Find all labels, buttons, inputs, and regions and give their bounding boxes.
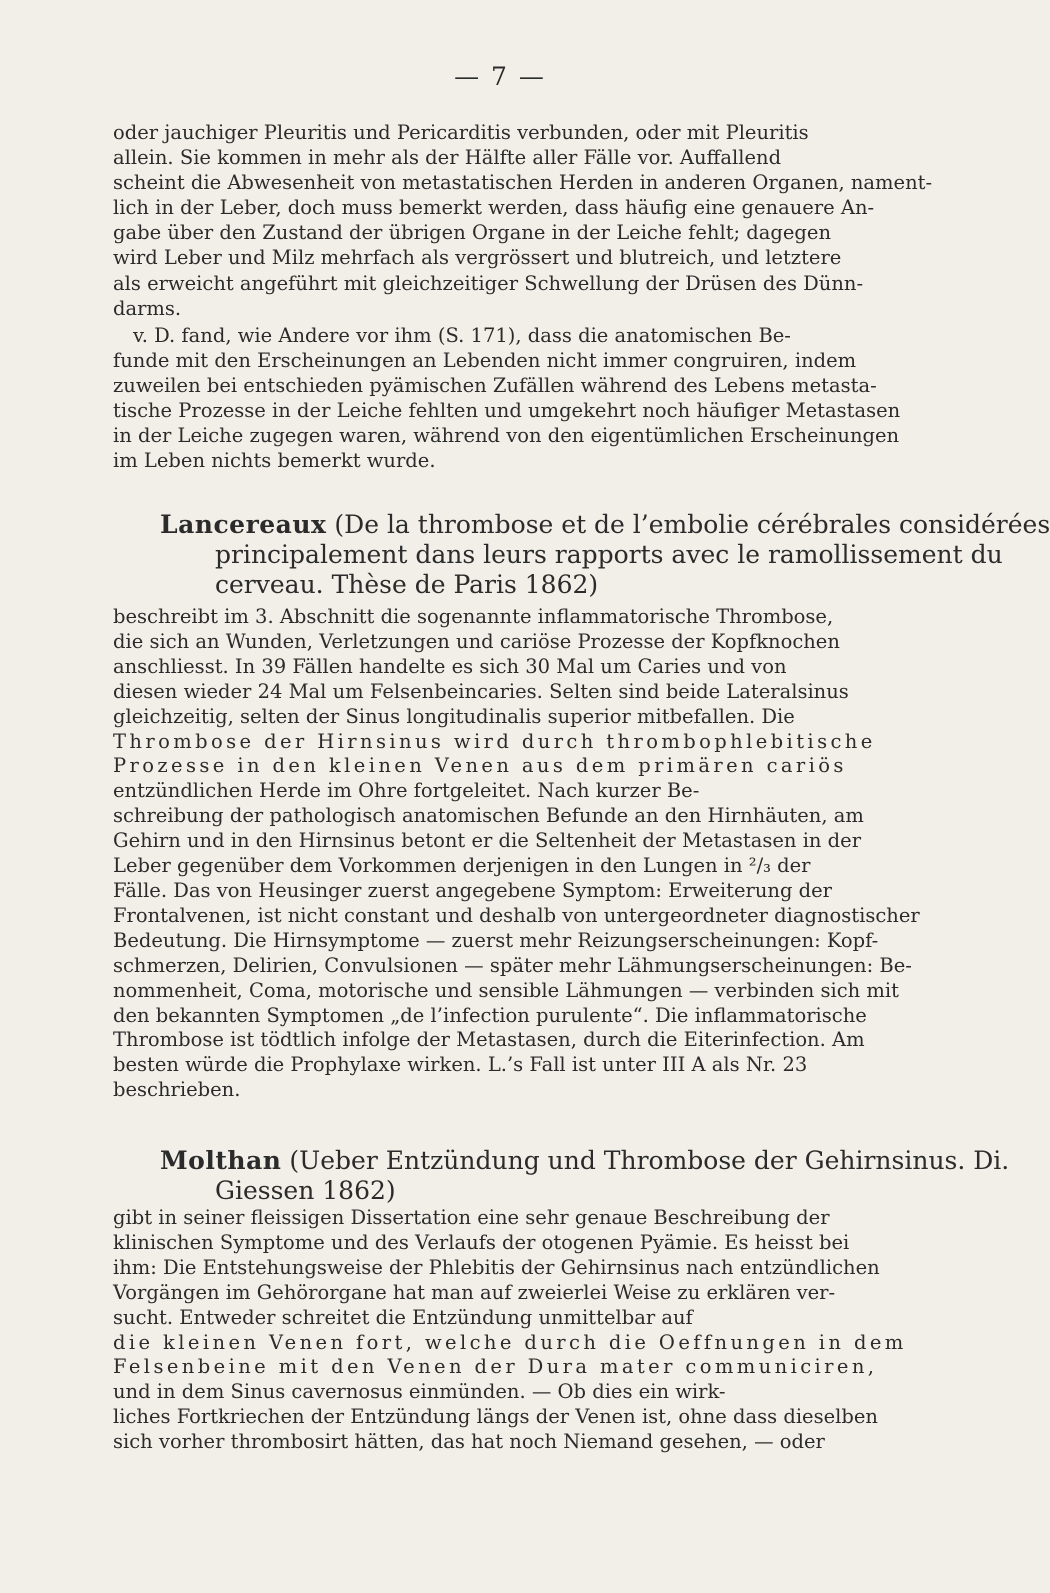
text-line: v. D. fand, wie Andere vor ihm (S. 171), dass die anatomischen Be- [133,324,791,347]
section-heading-molthan [160,1146,1010,1206]
text-line-spaced: Prozesse in den kleinen Venen aus dem primären cariös [113,754,847,778]
text-line-spaced: Thrombose der Hirnsinus wird durch thrombophlebitische [113,729,876,753]
text-line: zuweilen bei entschieden pyämischen Zufällen während des Lebens metasta- [113,374,877,398]
text-line: sucht. Entweder schreitet die Entzündung unmittelbar auf [113,1305,693,1329]
paragraph-2 [113,323,913,474]
paragraph-4 [113,1206,913,1455]
section-heading-lancereaux [160,510,1050,600]
text-line: sich vorher thrombosirt hätten, das hat noch Niemand gesehen, — oder [113,1430,825,1454]
text-line: tische Prozesse in der Leiche fehlten und umgekehrt noch häufiger Metastasen [113,399,901,423]
text-line: schreibung der pathologisch anatomischen Befunde an den Hirnhäuten, am [113,804,864,828]
text-line: entzündlichen Herde im Ohre fortgeleitet. Nach kurzer Be- [113,779,700,803]
text-line: wird Leber und Milz mehrfach als vergrössert und blutreich, und letztere [113,246,842,270]
text-line: Vorgängen im Gehörorgane hat man auf zweierlei Weise zu erklären ver- [113,1280,836,1304]
text-line: im Leben nichts bemerkt wurde. [113,449,436,473]
text-line: gabe über den Zustand der übrigen Organe in der Leiche fehlt; dagegen [113,221,832,245]
text-line: Thrombose ist tödtlich infolge der Metastasen, durch die Eiterinfection. Am [113,1028,865,1052]
text-line: beschreibt im 3. Abschnitt die sogenannte inflammatorische Thrombose, [113,605,834,628]
text-line-spaced: die kleinen Venen fort, welche durch die Oeffnungen in dem [113,1330,907,1354]
text-line: Leber gegenüber dem Vorkommen derjenigen in den Lungen in ²/₃ der [113,854,811,878]
text-line: lich in der Leber, doch muss bemerkt werden, dass häufig eine genauere An- [113,196,875,220]
author-name: Molthan [160,1146,282,1175]
text-line: ihm: Die Entstehungsweise der Phlebitis der Gehirnsinus nach entzündlichen [113,1255,880,1279]
text-line: den bekannten Symptomen „de l’infection purulente“. Die inflammatorische [113,1003,867,1027]
text-line: schmerzen, Delirien, Convulsionen — später mehr Lähmungserscheinungen: Be- [113,953,912,977]
heading-text: principalement dans leurs rapports avec le ramollissement du [215,540,1003,569]
text-line-spaced: Felsenbeine mit den Venen der Dura mater communiciren, [113,1355,878,1379]
text-line: besten würde die Prophylaxe wirken. L.’s Fall ist unter III A als Nr. 23 [113,1053,808,1077]
text-line: klinischen Symptome und des Verlaufs der otogenen Pyämie. Es heisst bei [113,1230,850,1254]
text-line: Frontalvenen, ist nicht constant und deshalb von untergeordneter diagnostischer [113,903,920,927]
text-line: Gehirn und in den Hirnsinus betont er die Seltenheit der Metastasen in der [113,829,862,853]
text-line: gleichzeitig, selten der Sinus longitudinalis superior mitbefallen. Die [113,704,795,728]
text-line: die sich an Wunden, Verletzungen und cariöse Prozesse der Kopfknochen [113,629,840,653]
page-number: — 7 — [454,62,546,91]
heading-text: (De la thrombose et de l’embolie cérébrales considérées [326,510,1050,539]
text-line: allein. Sie kommen in mehr als der Hälfte aller Fälle vor. Auffallend [113,146,782,170]
paragraph-3 [113,605,920,1103]
text-line: Fälle. Das von Heusinger zuerst angegebene Symptom: Erweiterung der [113,878,833,902]
heading-text: (Ueber Entzündung und Thrombose der Gehirnsinus. Di. [281,1146,1010,1175]
text-line: gibt in seiner fleissigen Dissertation eine sehr genaue Beschreibung der [113,1206,830,1229]
text-line: darms. [113,296,182,320]
text-line: Bedeutung. Die Hirnsymptome — zuerst mehr Reizungserscheinungen: Kopf- [113,928,879,952]
text-line: nommenheit, Coma, motorische und sensible Lähmungen — verbinden sich mit [113,978,899,1002]
heading-text: Giessen 1862) [215,1176,396,1205]
text-line: anschliesst. In 39 Fällen handelte es sich 30 Mal um Caries und von [113,654,787,678]
text-line: in der Leiche zugegen waren, während von den eigentümlichen Erscheinungen [113,424,900,448]
heading-text: cerveau. Thèse de Paris 1862) [215,570,599,599]
author-name: Lancereaux [160,510,327,539]
text-line: diesen wieder 24 Mal um Felsenbeincaries. Selten sind beide Lateralsinus [113,679,849,703]
text-line: scheint die Abwesenheit von metastatischen Herden in anderen Organen, nament- [113,171,933,195]
text-line: liches Fortkriechen der Entzündung längs der Venen ist, ohne dass dieselben [113,1405,878,1429]
text-line: oder jauchiger Pleuritis und Pericarditis verbunden, oder mit Pleuritis [113,121,809,144]
text-line: beschrieben. [113,1078,241,1102]
text-line: als erweicht angeführt mit gleichzeitiger Schwellung der Drüsen des Dünn- [113,271,864,295]
paragraph-1 [113,120,933,321]
text-line: und in dem Sinus cavernosus einmünden. — Ob dies ein wirk- [113,1380,726,1404]
text-line: funde mit den Erscheinungen an Lebenden nicht immer congruiren, indem [113,349,857,373]
